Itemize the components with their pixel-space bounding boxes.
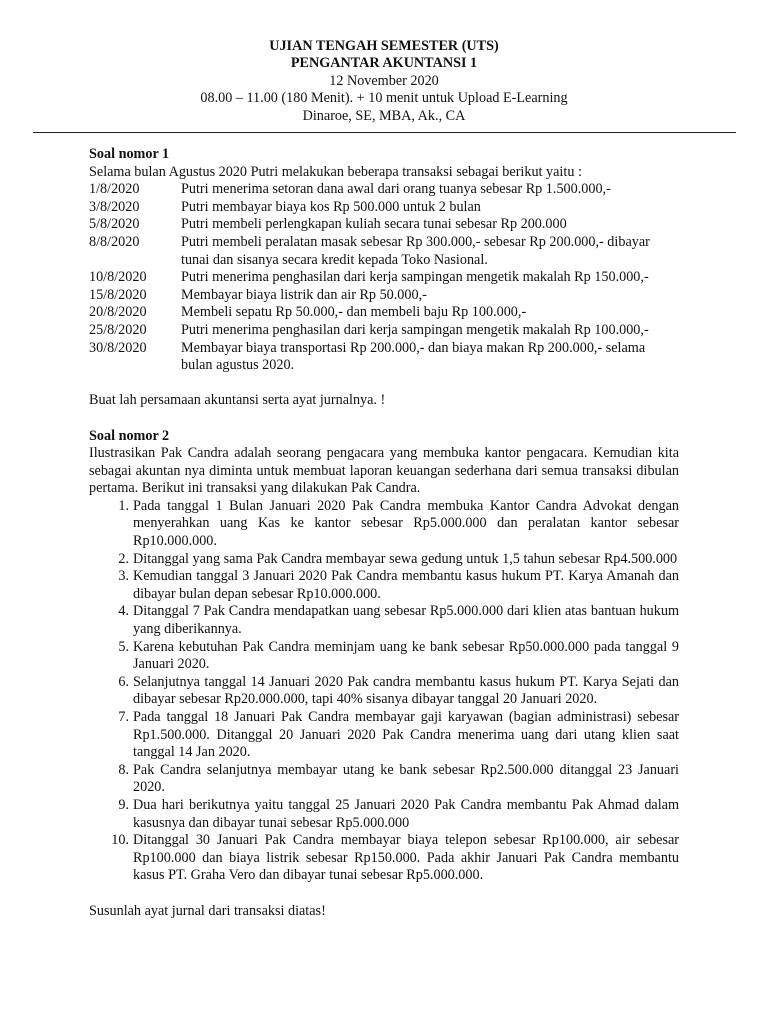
spacer: [89, 410, 679, 428]
transaction-date: 15/8/2020: [89, 286, 147, 303]
list-item: [89, 603, 679, 638]
question-1-transactions: [89, 181, 679, 375]
item-text: Pak Candra selanjutnya membayar utang ke bank sebesar Rp2.500.000 ditanggal 23 Januari 2020.: [133, 761, 679, 796]
item-number: 10.: [111, 832, 129, 849]
transaction-desc: Putri menerima penghasilan dari kerja sampingan mengetik makalah Rp 150.000,-: [181, 269, 649, 286]
spacer: [89, 885, 679, 903]
transaction-desc: Putri membayar biaya kos Rp 500.000 untuk 2 bulan: [181, 198, 481, 215]
transaction-date: 25/8/2020: [89, 321, 147, 338]
exam-time: 08.00 – 11.00 (180 Menit). + 10 menit untuk Upload E-Learning: [200, 90, 568, 107]
transaction-desc: Membayar biaya listrik dan air Rp 50.000,-: [181, 286, 427, 303]
item-number: 1.: [118, 497, 129, 514]
question-2-intro: Ilustrasikan Pak Candra adalah seorang pengacara yang membuka kantor pengacara. Kemudian kita sebagai akuntan nya diminta untuk membuat laporan keuangan sederhana dari semua transaksi dibulan pertama. Berikut ini transaksi yang dilakukan Pak Candra.: [89, 445, 679, 497]
transaction-row: [89, 181, 679, 199]
list-item: [89, 639, 679, 674]
transaction-date: 10/8/2020: [89, 269, 147, 286]
item-number: 8.: [118, 761, 129, 778]
item-text: Ditanggal 7 Pak Candra mendapatkan uang sebesar Rp5.000.000 dari klien atas bantuan hukum yang diberikannya.: [133, 603, 679, 638]
item-number: 7.: [118, 709, 129, 725]
question-2-instruction: Susunlah ayat jurnal dari transaksi diatas!: [89, 902, 326, 919]
transaction-row: [89, 287, 679, 305]
exam-content: [89, 146, 679, 920]
list-item: [89, 832, 679, 885]
item-number: 2.: [118, 550, 129, 567]
exam-lecturer: Dinaroe, SE, MBA, Ak., CA: [302, 107, 466, 124]
transaction-desc: Putri menerima setoran dana awal dari orang tuanya sebesar Rp 1.500.000,-: [181, 181, 611, 198]
item-text: Karena kebutuhan Pak Candra meminjam uang ke bank sebesar Rp50.000.000 pada tanggal 9 Januari 2020.: [133, 638, 679, 673]
list-item: [89, 551, 679, 569]
transaction-desc: Membeli sepatu Rp 50.000,- dan membeli baju Rp 100.000,-: [181, 304, 527, 321]
question-1-instruction: Buat lah persamaan akuntansi serta ayat jurnalnya. !: [89, 392, 386, 409]
item-text: Pada tanggal 18 Januari Pak Candra membayar gaji karyawan (bagian administrasi) sebesar Rp1.500.000. Ditanggal 20 Januari 2020 Pak Candra menerima uang dari utang klien saat tanggal 14 Jan 2020.: [133, 709, 679, 761]
transaction-date: 5/8/2020: [89, 216, 140, 233]
transaction-desc: Putri menerima penghasilan dari kerja sampingan mengetik makalah Rp 100.000,-: [181, 321, 649, 338]
item-text: Dua hari berikutnya yaitu tanggal 25 Januari 2020 Pak Candra membantu Pak Ahmad dalam kasusnya dan dibayar tunai sebesar Rp5.000.000: [133, 796, 679, 831]
transaction-desc: Putri membeli peralatan masak sebesar Rp 300.000,- sebesar Rp 200.000,- dibayar tunai dan sisanya secara kredit kepada Toko Nasional.: [181, 233, 650, 268]
exam-header: [0, 38, 768, 125]
item-text: Pada tanggal 1 Bulan Januari 2020 Pak Candra membuka Kantor Candra Advokat dengan menyerahkan uang Kas ke kantor sebesar Rp5.000.000 dan peralatan kantor sebesar Rp10.000.000.: [133, 497, 679, 550]
question-2-items: [89, 498, 679, 885]
transaction-row: [89, 269, 679, 287]
item-number: 4.: [118, 603, 129, 620]
exam-date: 12 November 2020: [329, 72, 439, 89]
list-item: [89, 568, 679, 603]
transaction-date: 20/8/2020: [89, 304, 147, 321]
item-number: 9.: [118, 796, 129, 813]
list-item: [89, 674, 679, 709]
question-2-heading: Soal nomor 2: [89, 427, 170, 444]
spacer: [89, 375, 679, 393]
transaction-row: [89, 216, 679, 234]
transaction-row: [89, 340, 679, 375]
transaction-row: [89, 234, 679, 269]
item-number: 3.: [118, 568, 129, 585]
exam-title: UJIAN TENGAH SEMESTER (UTS): [269, 38, 499, 54]
item-text: Selanjutnya tanggal 14 Januari 2020 Pak candra membantu kasus hukum PT. Karya Sejati dan dibayar sebesar Rp20.000.000, tapi 40% sisanya dibayar tanggal 20 Januari 2020.: [133, 673, 679, 708]
question-1-heading: Soal nomor 1: [89, 146, 170, 162]
item-number: 5.: [118, 638, 129, 655]
header-divider: [33, 132, 736, 133]
question-1-intro: Selama bulan Agustus 2020 Putri melakukan beberapa transaksi sebagai berikut yaitu :: [89, 163, 582, 180]
transaction-date: 1/8/2020: [89, 181, 140, 198]
exam-subject: PENGANTAR AKUNTANSI 1: [290, 55, 478, 72]
item-text: Ditanggal 30 Januari Pak Candra membayar biaya telepon sebesar Rp100.000, air sebesar Rp100.000 dan biaya listrik sebesar Rp150.000. Pada akhir Januari Pak Candra membantu kasus PT. Graha Vero dan dibayar tunai sebesar Rp5.000.000.: [133, 832, 679, 884]
transaction-row: [89, 199, 679, 217]
transaction-row: [89, 322, 679, 340]
item-number: 6.: [118, 673, 129, 690]
transaction-desc: Membayar biaya transportasi Rp 200.000,- dan biaya makan Rp 200.000,- selama bulan agustus 2020.: [181, 339, 646, 374]
transaction-date: 30/8/2020: [89, 339, 147, 356]
list-item: [89, 709, 679, 762]
list-item: [89, 762, 679, 797]
item-text: Ditanggal yang sama Pak Candra membayar sewa gedung untuk 1,5 tahun sebesar Rp4.500.000: [133, 550, 678, 567]
transaction-date: 3/8/2020: [89, 198, 140, 215]
transaction-date: 8/8/2020: [89, 233, 140, 250]
item-text: Kemudian tanggal 3 Januari 2020 Pak Candra membantu kasus hukum PT. Karya Amanah dan dibayar bulan depan sebesar Rp10.000.000.: [133, 568, 679, 602]
list-item: [89, 797, 679, 832]
transaction-desc: Putri membeli perlengkapan kuliah secara tunai sebesar Rp 200.000: [181, 216, 567, 233]
transaction-row: [89, 304, 679, 322]
list-item: [89, 498, 679, 551]
